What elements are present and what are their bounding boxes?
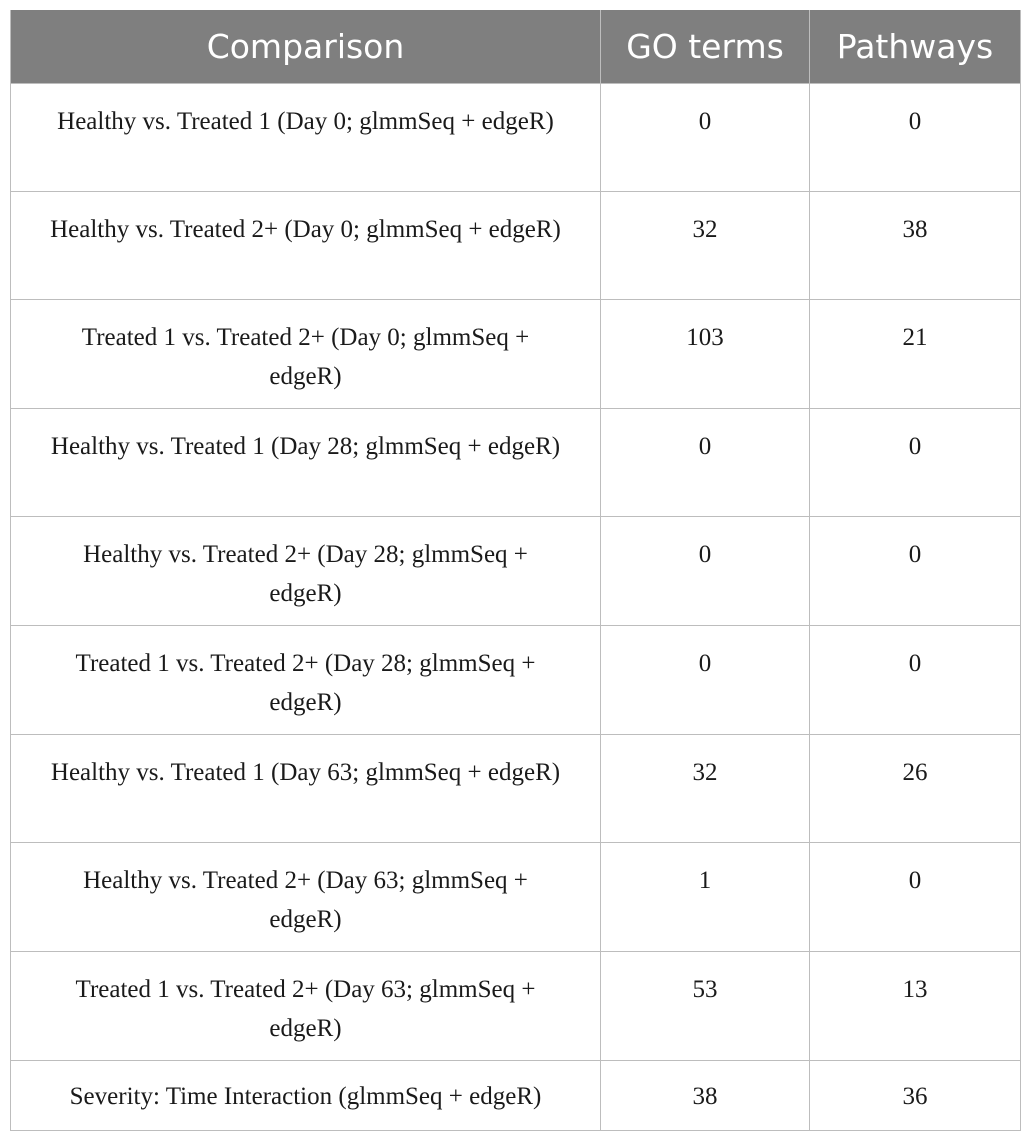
go-terms-cell: 103	[601, 300, 810, 409]
pathways-cell: 21	[810, 300, 1021, 409]
comparison-cell	[11, 84, 601, 192]
go-terms-cell: 53	[601, 952, 810, 1061]
comparison-cell	[11, 735, 601, 843]
comparison-text: Treated 1 vs. Treated 2+ (Day 28; glmmSeq + edgeR)	[75, 650, 536, 716]
comparison-cell	[11, 1061, 601, 1131]
pathways-cell: 36	[810, 1061, 1021, 1131]
comparison-text: Healthy vs. Treated 2+ (Day 0; glmmSeq + edgeR)	[50, 216, 561, 243]
go-terms-cell: 0	[601, 84, 810, 192]
pathways-cell: 0	[810, 84, 1021, 192]
comparison-cell	[11, 626, 601, 735]
header-pathways: Pathways	[810, 10, 1021, 84]
comparison-text: Healthy vs. Treated 2+ (Day 63; glmmSeq + edgeR)	[83, 867, 528, 933]
pathways-cell: 26	[810, 735, 1021, 843]
table-row	[11, 843, 1021, 952]
comparison-cell	[11, 517, 601, 626]
comparison-cell	[11, 300, 601, 409]
table-row	[11, 517, 1021, 626]
go-terms-cell: 38	[601, 1061, 810, 1131]
pathways-cell: 0	[810, 626, 1021, 735]
table-row	[11, 300, 1021, 409]
table-row	[11, 1061, 1021, 1131]
pathways-cell: 38	[810, 192, 1021, 300]
table-row	[11, 626, 1021, 735]
comparison-cell	[11, 952, 601, 1061]
table-row	[11, 735, 1021, 843]
comparison-cell	[11, 843, 601, 952]
comparison-text: Healthy vs. Treated 1 (Day 28; glmmSeq + edgeR)	[50, 433, 561, 460]
comparison-text: Severity: Time Interaction (glmmSeq + edgeR)	[69, 1083, 542, 1110]
comparison-text: Treated 1 vs. Treated 2+ (Day 0; glmmSeq + edgeR)	[81, 324, 530, 390]
pathways-cell: 0	[810, 843, 1021, 952]
go-terms-cell: 0	[601, 626, 810, 735]
comparison-text: Healthy vs. Treated 1 (Day 0; glmmSeq + edgeR)	[57, 108, 554, 135]
go-terms-cell: 32	[601, 192, 810, 300]
table-header-row	[11, 10, 1021, 84]
pathways-cell: 0	[810, 517, 1021, 626]
table-row	[11, 84, 1021, 192]
go-terms-cell: 32	[601, 735, 810, 843]
table-row	[11, 952, 1021, 1061]
comparison-cell	[11, 192, 601, 300]
pathways-cell: 13	[810, 952, 1021, 1061]
header-go-terms: GO terms	[601, 10, 810, 84]
pathways-cell: 0	[810, 409, 1021, 517]
go-terms-cell: 1	[601, 843, 810, 952]
header-comparison: Comparison	[11, 10, 601, 84]
results-table-container	[10, 10, 1020, 1131]
table-row	[11, 192, 1021, 300]
comparison-text: Treated 1 vs. Treated 2+ (Day 63; glmmSeq + edgeR)	[75, 976, 536, 1042]
comparison-text: Healthy vs. Treated 1 (Day 63; glmmSeq + edgeR)	[50, 759, 561, 786]
enrichment-results-table	[10, 10, 1021, 1131]
comparison-text: Healthy vs. Treated 2+ (Day 28; glmmSeq + edgeR)	[83, 541, 528, 607]
comparison-cell	[11, 409, 601, 517]
table-row	[11, 409, 1021, 517]
go-terms-cell: 0	[601, 517, 810, 626]
go-terms-cell: 0	[601, 409, 810, 517]
